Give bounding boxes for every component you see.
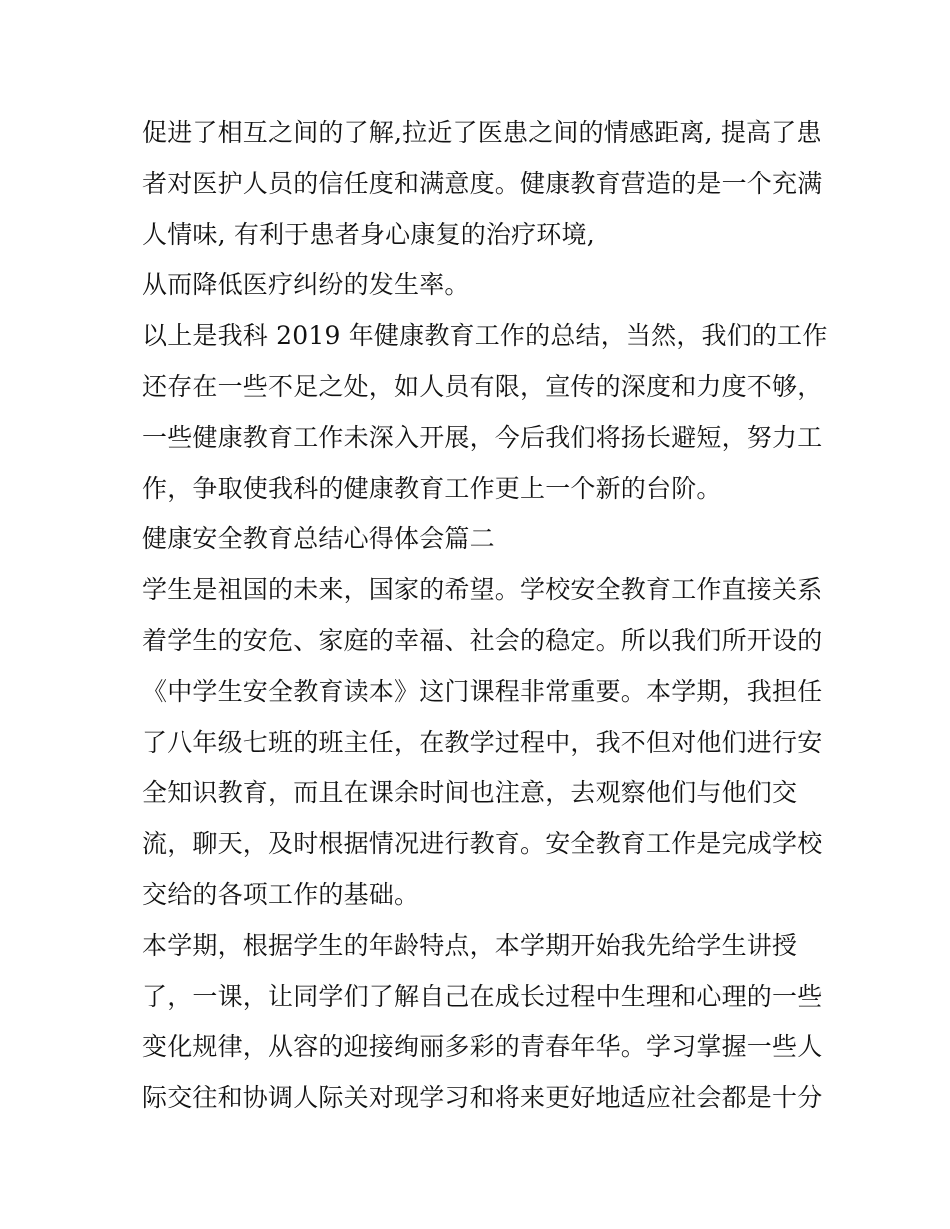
text-line: 作，争取使我科的健康教育工作更上一个新的台阶。 <box>142 473 722 503</box>
text-line: 了，一课，让同学们了解自己在成长过程中生理和心理的一些 <box>142 981 823 1011</box>
text-line: 以上是我科 2019 年健康教育工作的总结，当然，我们的工作 <box>142 321 828 351</box>
text-line: 还存在一些不足之处，如人员有限，宣传的深度和力度不够， <box>142 371 823 401</box>
text-line: 从而降低医疗纠纷的发生率。 <box>142 270 470 300</box>
text-line: 学生是祖国的未来，国家的希望。学校安全教育工作直接关系 <box>142 575 823 605</box>
text-line: 流，聊天，及时根据情况进行教育。安全教育工作是完成学校 <box>142 829 823 859</box>
text-line: 着学生的安危、家庭的幸福、社会的稳定。所以我们所开设的 <box>142 625 823 655</box>
text-line: 《中学生安全教育读本》这门课程非常重要。本学期，我担任 <box>142 676 823 706</box>
text-line: 交给的各项工作的基础。 <box>142 879 420 909</box>
section-heading: 健康安全教育总结心得体会篇二 <box>142 524 495 554</box>
text-line: 者对医护人员的信任度和满意度。健康教育营造的是一个充满 <box>142 168 823 198</box>
text-line: 本学期，根据学生的年龄特点，本学期开始我先给学生讲授 <box>142 930 798 960</box>
text-line: 人情味, 有利于患者身心康复的治疗环境, <box>142 219 595 249</box>
text-line: 了八年级七班的班主任，在教学过程中，我不但对他们进行安 <box>142 727 823 757</box>
text-line: 全知识教育，而且在课余时间也注意，去观察他们与他们交 <box>142 778 798 808</box>
text-line: 变化规律，从容的迎接绚丽多彩的青春年华。学习掌握一些人 <box>142 1032 823 1062</box>
text-line: 一些健康教育工作未深入开展，今后我们将扬长避短，努力工 <box>142 422 823 452</box>
document-body <box>142 108 828 1124</box>
text-line: 际交往和协调人际关对现学习和将来更好地适应社会都是十分 <box>142 1083 823 1113</box>
text-line: 促进了相互之间的了解,拉近了医患之间的情感距离, 提高了患 <box>142 118 822 147</box>
